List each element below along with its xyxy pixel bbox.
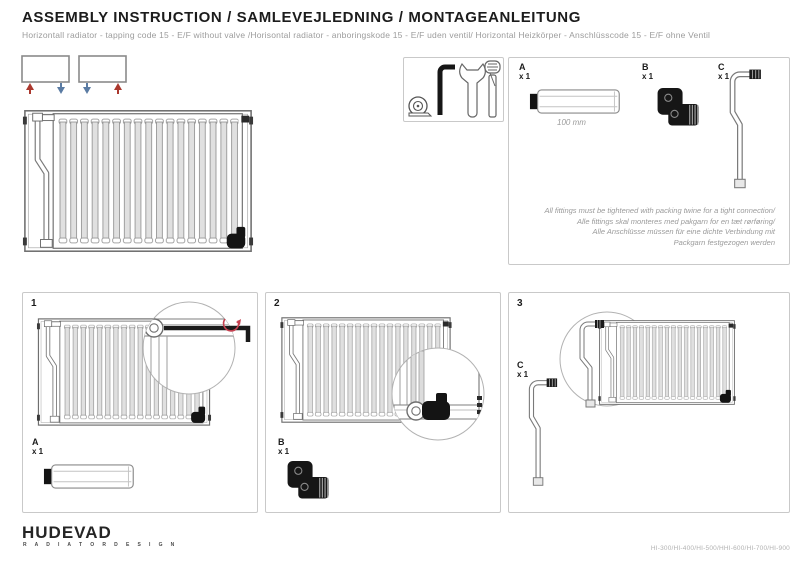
step-2-number: 2 — [274, 298, 280, 309]
fitting-note-line: Alle fittings skal monteres med pakgarn for en tæt rørføring/ — [577, 216, 775, 226]
step-3-number: 3 — [517, 298, 523, 309]
fitting-note — [520, 206, 775, 248]
step-1-number: 1 — [31, 298, 37, 309]
step-3-part-label: C — [517, 360, 524, 370]
part-c-qty: x 1 — [718, 72, 730, 81]
step-2-panel — [265, 292, 501, 513]
step-2-part-label: B — [278, 437, 285, 447]
step-2-part-drawing — [284, 459, 334, 504]
flow-in-arrow-red — [26, 83, 34, 94]
parts-panel — [508, 57, 790, 265]
part-a-dimension: 100 mm — [557, 118, 586, 127]
pipe-wrench-icon — [485, 61, 500, 117]
flow-out-arrow-blue — [83, 83, 91, 94]
flow-out-arrow-blue — [57, 83, 65, 94]
step-1-part-label: A — [32, 437, 39, 447]
step-3-panel — [508, 292, 790, 513]
part-a-qty: x 1 — [519, 72, 531, 81]
flow-direction-icon-right — [77, 54, 129, 96]
allen-key-icon — [440, 67, 455, 115]
part-a-drawing — [529, 88, 625, 115]
part-c-drawing — [721, 68, 763, 194]
step-3-part-drawing — [521, 377, 559, 491]
part-a-label: A — [519, 62, 526, 72]
page-title: ASSEMBLY INSTRUCTION / SAMLEVEJLEDNING / MONTAGEANLEITUNG — [22, 9, 581, 26]
step-1-panel — [22, 292, 258, 513]
zoom-circle — [143, 302, 235, 394]
step-1-part-drawing — [43, 463, 139, 490]
brand-subtitle: R A D I A T O R D E S I G N — [23, 542, 178, 548]
tools-icons — [404, 58, 503, 121]
radiator-drawing-main — [18, 103, 258, 259]
brand-logo: HUDEVAD — [22, 523, 112, 542]
required-tools-box — [403, 57, 504, 122]
model-list: HI-300/HI-400/HI-500/HHI-600/HI-700/HI-900 — [650, 545, 790, 552]
page-subtitle: Horizontall radiator - tapping code 15 - E/F without valve /Horisontal radiator - anboringskode 15 - E/F uden ventil/ Horizontal Heizkörper - Anschlüsscode 15 - E/F ohne Ventil — [22, 30, 711, 40]
fitting-note-line: Packgarn festgezogen werden — [673, 237, 775, 247]
part-b-drawing — [654, 86, 704, 131]
fitting-note-line: All fittings must be tightened with packing twine for a tight connection/ — [544, 206, 775, 215]
flow-in-arrow-red — [114, 83, 122, 94]
open-wrench-icon — [460, 64, 486, 117]
part-b-qty: x 1 — [642, 72, 654, 81]
step-3-part-qty: x 1 — [517, 370, 529, 379]
part-b-label: B — [642, 62, 649, 72]
fitting-note-line: Alle Anschlüsse müssen für eine dichte Verbindung mit — [592, 227, 775, 236]
part-c-label: C — [718, 62, 725, 72]
step-2-part-qty: x 1 — [278, 447, 290, 456]
tape-measure-icon — [409, 97, 431, 116]
flow-direction-icon-left — [20, 54, 72, 96]
step-1-part-qty: x 1 — [32, 447, 44, 456]
